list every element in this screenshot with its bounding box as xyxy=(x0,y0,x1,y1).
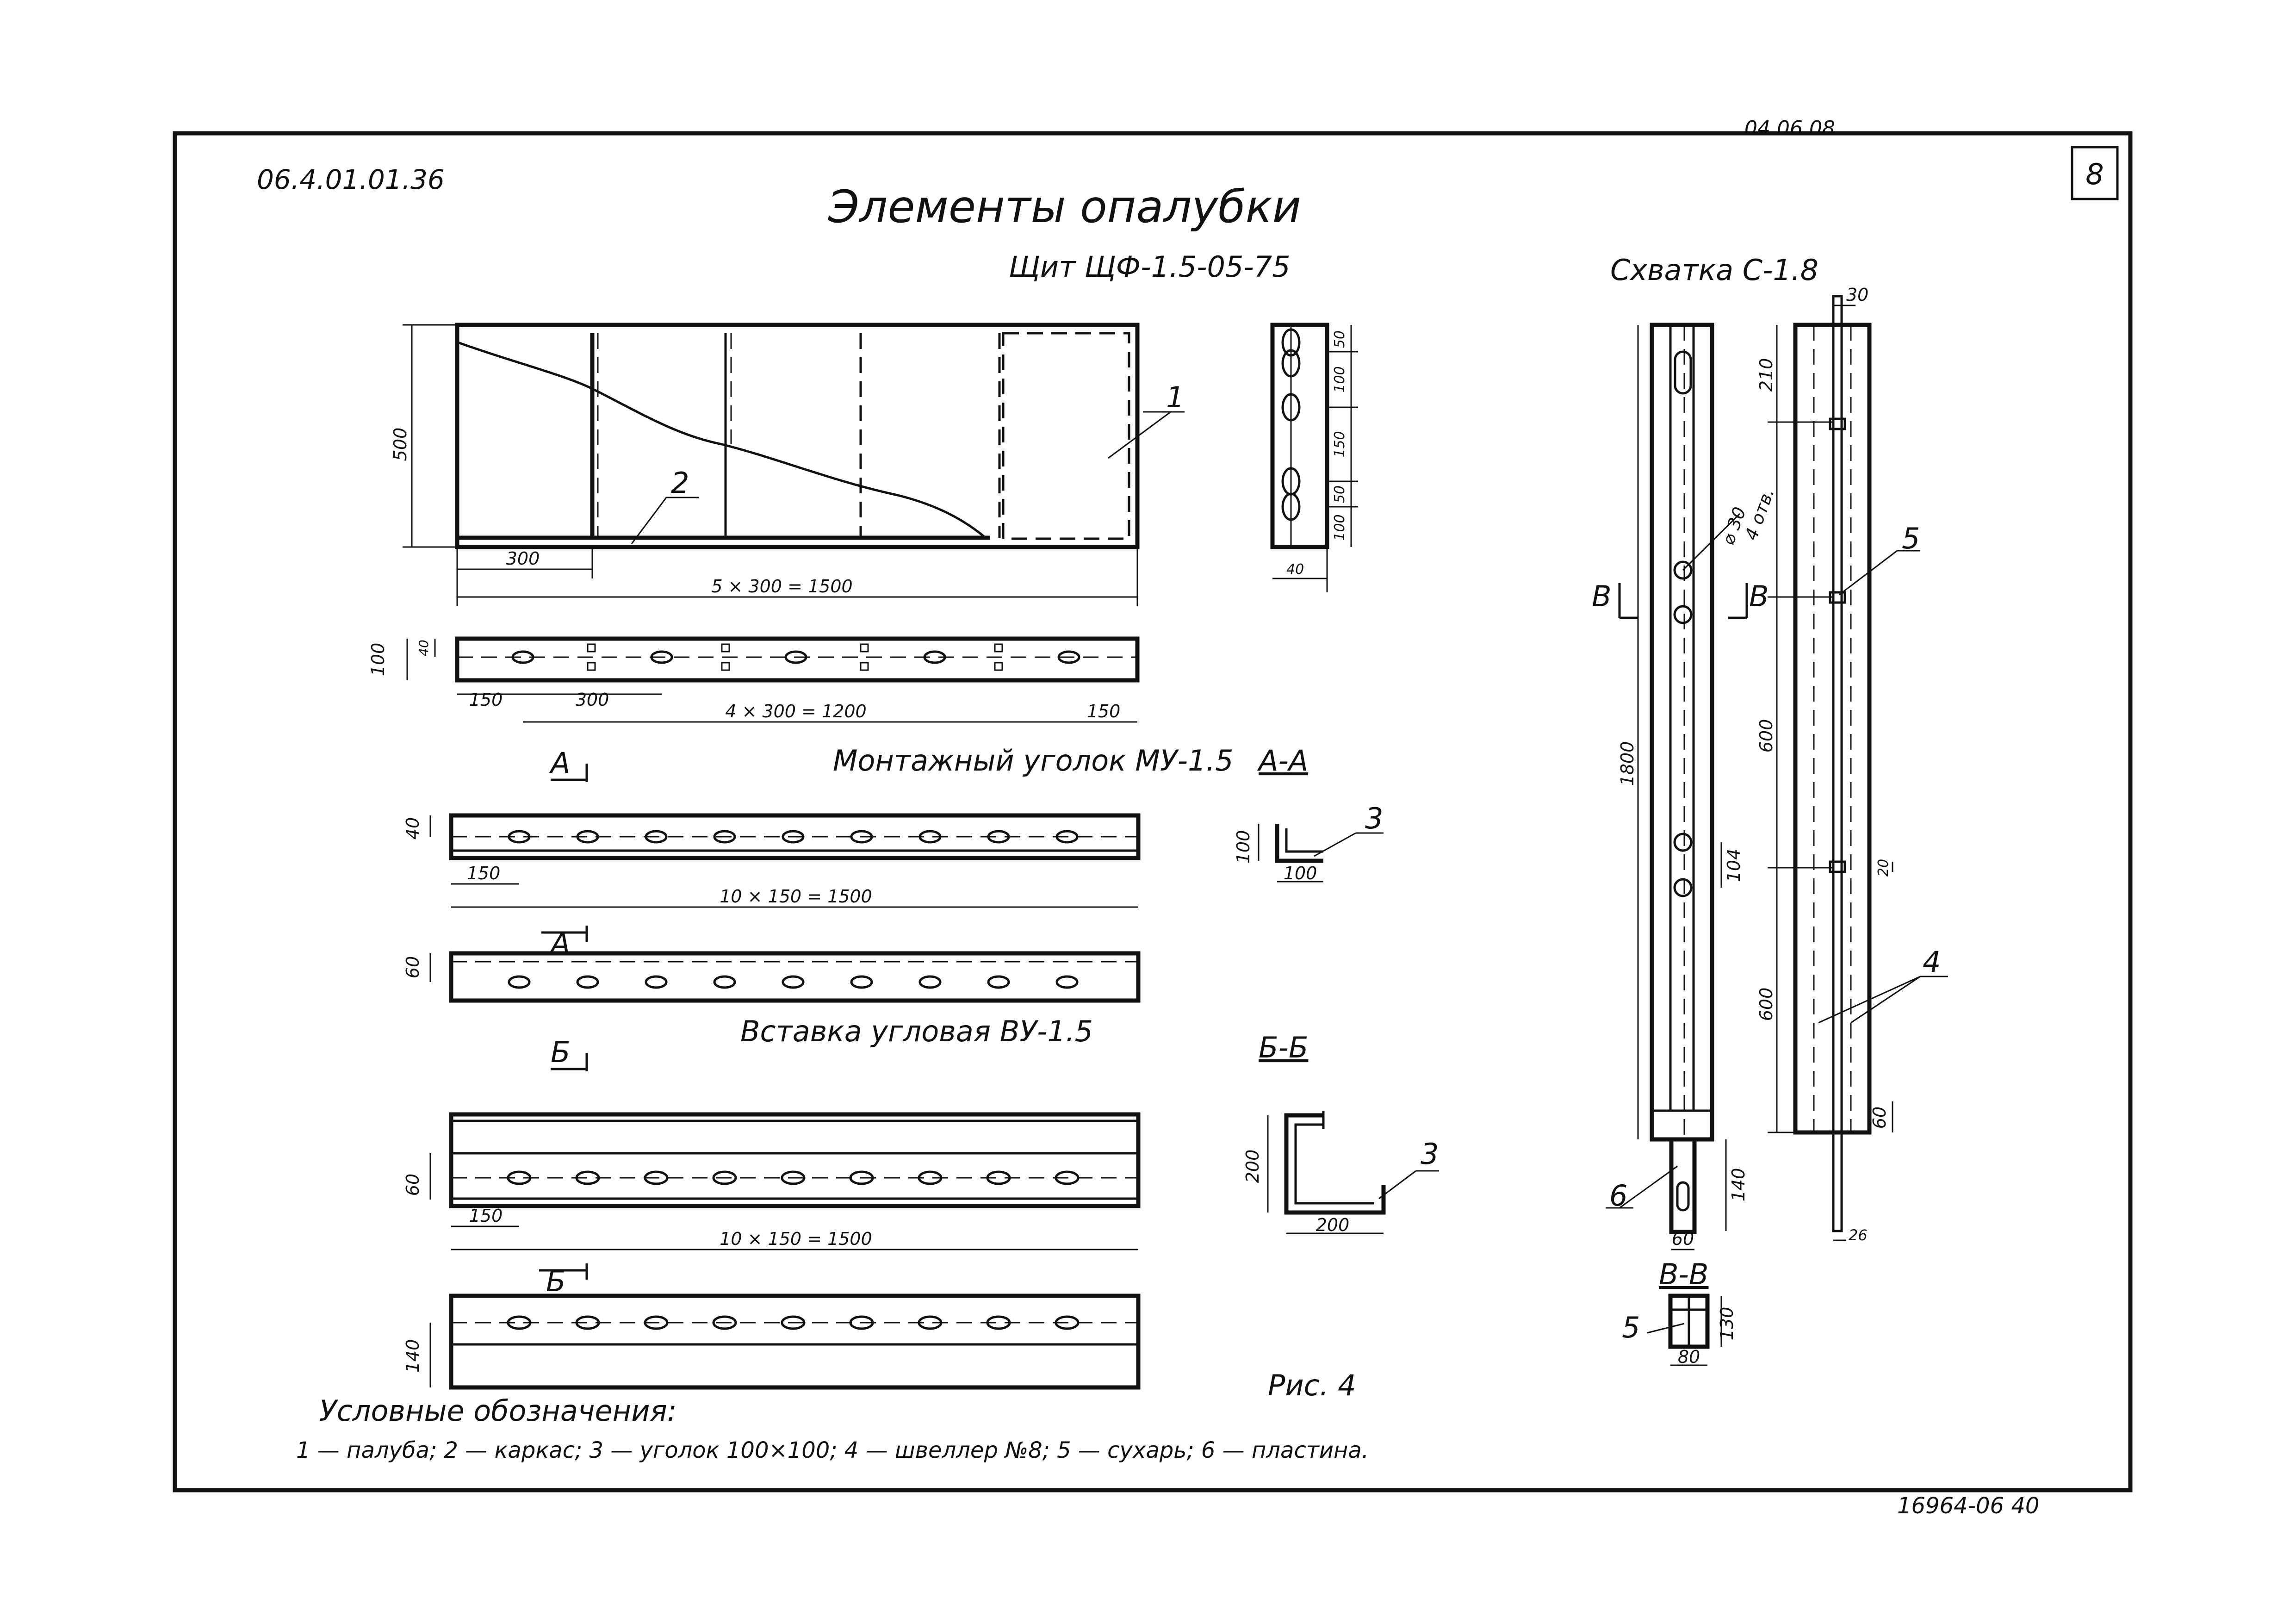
dim-insert-60: 60 xyxy=(403,1173,423,1196)
figure-caption: Рис. 4 xyxy=(1268,1368,1356,1402)
dim-angle-1500: 10 × 150 = 1500 xyxy=(720,886,872,907)
callout-5-side: 5 xyxy=(1902,522,1920,555)
hole-note-count: 4 отв. xyxy=(1741,485,1779,543)
dim-side-30: 30 xyxy=(1846,285,1869,305)
callout-1: 1 xyxy=(1166,380,1185,414)
dim-strip-300: 300 xyxy=(575,690,609,710)
insert-title: Вставка угловая ВУ-1.5 xyxy=(740,1014,1093,1048)
dim-side-600-bottom: 600 xyxy=(1756,987,1776,1021)
dim-aa-100-v: 100 xyxy=(1233,830,1253,864)
dim-strip-1200: 4 × 300 = 1200 xyxy=(725,701,867,721)
angle-bottom-view xyxy=(430,953,1138,1001)
callout-4: 4 xyxy=(1923,945,1941,979)
dim-panel-bay: 300 xyxy=(506,548,540,569)
dim-insert-140: 140 xyxy=(403,1339,423,1373)
dim-clamp-60: 60 xyxy=(1671,1229,1694,1249)
dim-strip-100: 100 xyxy=(368,642,388,677)
page-title: Элементы опалубки xyxy=(828,181,1302,233)
dim-bb-200-v: 200 xyxy=(1242,1149,1263,1183)
clamp-title: Схватка С-1.8 xyxy=(1610,253,1819,287)
insert-section-label: Б-Б xyxy=(1259,1031,1309,1064)
cut-mark-b-top: Б xyxy=(551,1035,571,1069)
dim-insert-150: 150 xyxy=(469,1206,503,1226)
dim-angle-60: 60 xyxy=(403,956,423,979)
footer-stamp: 16964-06 40 xyxy=(1897,1493,2040,1519)
date-stamp: 04.06.08 xyxy=(1744,117,1835,140)
dim-side-150: 150 xyxy=(1332,431,1348,458)
drawing-code: 06.4.01.01.36 xyxy=(257,164,445,195)
panel-side-view xyxy=(1272,325,1358,592)
insert-section-b-b xyxy=(1268,1111,1439,1233)
cut-mark-v-right: В xyxy=(1749,579,1769,613)
hole-note-diameter: ⌀ 30 xyxy=(1718,504,1750,548)
callout-2: 2 xyxy=(671,466,689,500)
angle-section-label: А-А xyxy=(1259,744,1309,777)
callout-3-aa: 3 xyxy=(1365,802,1384,835)
clamp-side-view xyxy=(1768,296,1948,1240)
panel-front-view xyxy=(457,325,1137,547)
clamp-front-view xyxy=(1606,325,1740,1250)
dim-side-20: 20 xyxy=(1875,858,1892,877)
dim-side-210: 210 xyxy=(1756,358,1776,392)
dim-clamp-104: 104 xyxy=(1724,848,1744,883)
dim-angle-40: 40 xyxy=(403,817,423,840)
sheet-number: 8 xyxy=(2085,157,2104,191)
callout-6: 6 xyxy=(1609,1179,1628,1213)
angle-title: Монтажный уголок МУ-1.5 xyxy=(833,744,1234,777)
dim-side-50-top: 50 xyxy=(1332,330,1348,348)
dim-strip-150-right: 150 xyxy=(1086,701,1121,721)
dim-strip-40: 40 xyxy=(416,640,431,656)
dim-side-60: 60 xyxy=(1869,1106,1890,1129)
dim-clamp-140: 140 xyxy=(1728,1168,1749,1202)
dim-side-100-a: 100 xyxy=(1332,366,1348,393)
clamp-section-label: В-В xyxy=(1659,1257,1709,1291)
cut-mark-b-bottom: Б xyxy=(546,1264,566,1298)
legend-items: 1 — палуба; 2 — каркас; 3 — уголок 100×100; 4 — швеллер №8; 5 — сухарь; 6 — пластина. xyxy=(296,1437,1369,1463)
callout-5-section: 5 xyxy=(1622,1311,1640,1344)
sheet-frame xyxy=(175,133,2130,1490)
dim-panel-length: 5 × 300 = 1500 xyxy=(711,576,853,597)
panel-title: Щит ЩФ-1.5-05-75 xyxy=(1009,250,1291,284)
cut-mark-v-left: В xyxy=(1592,579,1612,613)
callout-3-bb: 3 xyxy=(1421,1137,1439,1171)
dim-side-50-bottom: 50 xyxy=(1332,485,1348,504)
dim-vv-130: 130 xyxy=(1717,1306,1737,1341)
dim-bb-200-h: 200 xyxy=(1316,1215,1350,1235)
dim-strip-150-left: 150 xyxy=(469,690,503,710)
dim-side-26: 26 xyxy=(1849,1226,1868,1244)
dim-side-40: 40 xyxy=(1286,561,1304,578)
legend-heading: Условные обозначения: xyxy=(319,1394,677,1428)
dim-insert-1500: 10 × 150 = 1500 xyxy=(720,1229,872,1249)
dim-panel-height: 500 xyxy=(390,427,410,461)
dim-clamp-1800: 1800 xyxy=(1617,741,1638,786)
dim-side-100-b: 100 xyxy=(1332,514,1348,541)
dim-aa-100-h: 100 xyxy=(1283,863,1317,883)
cut-mark-a-bottom: А xyxy=(551,927,571,960)
dim-angle-150: 150 xyxy=(466,863,501,883)
dim-vv-80: 80 xyxy=(1677,1347,1700,1367)
insert-bottom-view xyxy=(430,1296,1138,1387)
cut-mark-a-top: А xyxy=(551,746,571,780)
dim-side-600-top: 600 xyxy=(1756,719,1776,753)
